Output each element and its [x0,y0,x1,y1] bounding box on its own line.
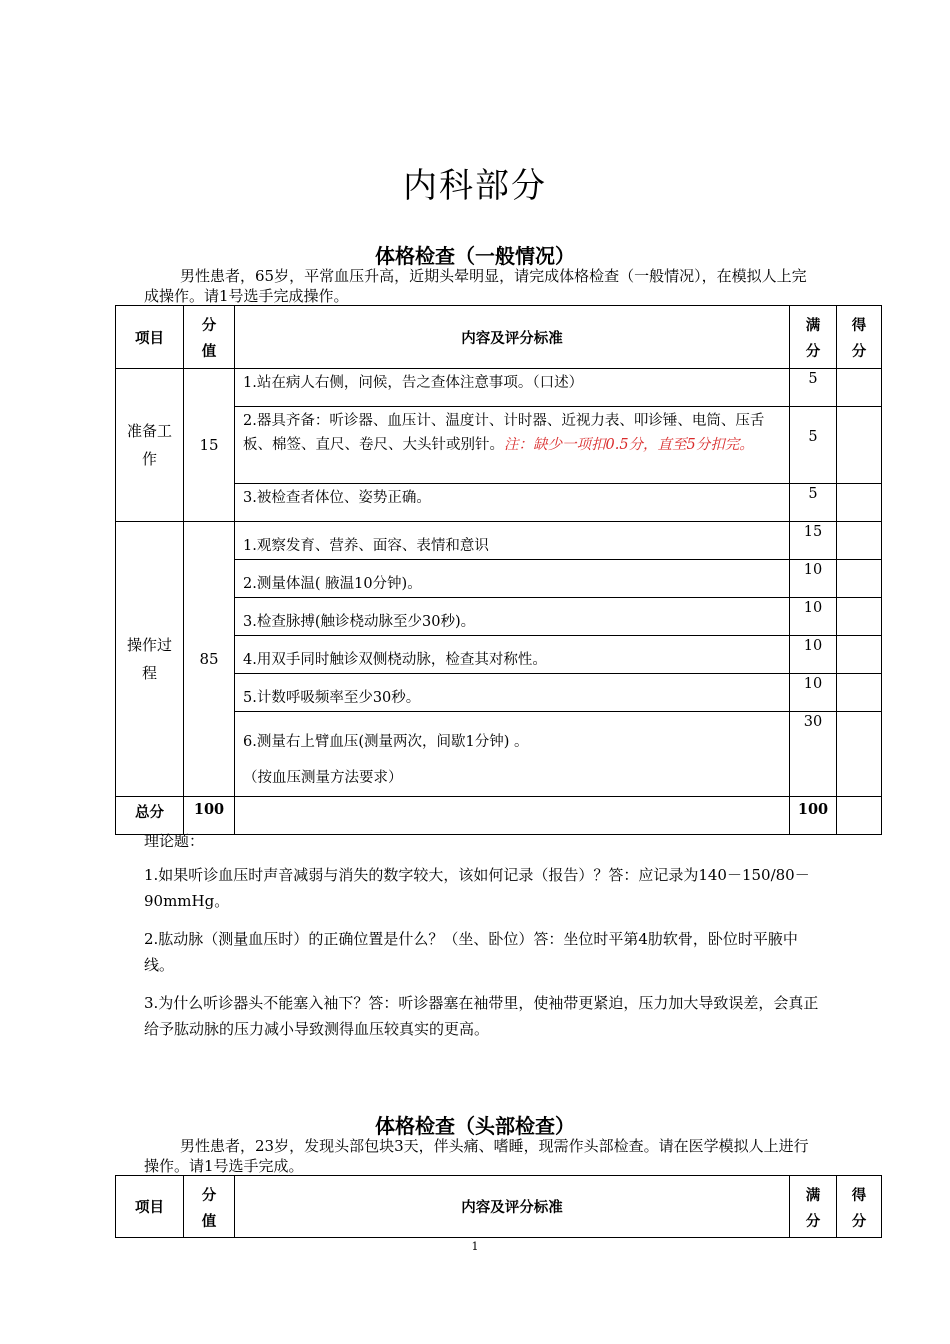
score-cell[interactable] [837,522,882,560]
full-score-value: 5 [790,369,837,407]
page-number: 1 [471,1240,479,1253]
score-table-general [115,305,882,835]
score-cell[interactable] [837,598,882,636]
criteria-text: 3.检查脉搏(触诊桡动脉至少30秒)。 [235,598,790,636]
criteria-text: 1.站在病人右侧，问候，告之查体注意事项。（口述） [235,369,790,407]
section-intro-general: 男性患者，65岁，平常血压升高，近期头晕明显，请完成体格检查（一般情况），在模拟人上完成操作。请1号选手完成操作。 [144,267,807,305]
header-full-score: 满 分 [790,1176,837,1238]
table-row [116,522,882,560]
group-points-operation: 85 [184,522,235,797]
header-content: 内容及评分标准 [235,1176,790,1238]
group-item-prep: 准备工作 [116,369,184,522]
theory-heading: 理论题： [144,832,205,850]
criteria-text: 5.计数呼吸频率至少30秒。 [235,674,790,712]
header-score: 得 分 [837,306,882,369]
table-header-row [116,1176,882,1238]
page-title: 内科部分 [403,166,547,206]
full-score-value: 10 [790,636,837,674]
header-points: 分 值 [184,1176,235,1238]
score-table-head [115,1175,882,1238]
full-score-value: 15 [790,522,837,560]
full-score-value: 5 [790,484,837,522]
total-label: 总分 [116,797,184,835]
header-item: 项目 [116,1176,184,1238]
criteria-text: 6.测量右上臂血压(测量两次，间歇1分钟) 。 （按血压测量方法要求） [235,712,790,797]
score-cell[interactable] [837,484,882,522]
header-content: 内容及评分标准 [235,306,790,369]
theory-question-2: 2.肱动脉（测量血压时）的正确位置是什么？（坐、卧位）答：坐位时平第4肋软骨，卧位时平腋中线。 [144,930,798,974]
group-points-prep: 15 [184,369,235,522]
full-score-value: 10 [790,598,837,636]
header-item: 项目 [116,306,184,369]
score-cell[interactable] [837,560,882,598]
group-item-operation: 操作过程 [116,522,184,797]
score-cell[interactable] [837,407,882,484]
criteria-text: 1.观察发育、营养、面容、表情和意识 [235,522,790,560]
full-score-value: 30 [790,712,837,797]
section-title-general: 体格检查（一般情况） [375,244,575,268]
score-cell[interactable] [837,636,882,674]
criteria-text: 2.器具齐备：听诊器、血压计、温度计、计时器、近视力表、叩诊锤、电筒、压舌板、棉签、直尺、卷尺、大头针或别针。注：缺少一项扣0.5分，直至5分扣完。 [235,407,790,484]
full-score-value: 5 [790,407,837,484]
criteria-text: 2.测量体温( 腋温10分钟)。 [235,560,790,598]
table-header-row [116,306,882,369]
table-row [116,369,882,407]
total-points: 100 [184,797,235,835]
total-score-cell[interactable] [837,797,882,835]
theory-section [144,828,820,1054]
full-score-value: 10 [790,674,837,712]
section-intro-head: 男性患者，23岁，发现头部包块3天，伴头痛、嗜睡，现需作头部检查。请在医学模拟人上进行操作。请1号选手完成。 [144,1137,809,1175]
score-cell[interactable] [837,712,882,797]
theory-question-3: 3.为什么听诊器头不能塞入袖下？答：听诊器塞在袖带里，使袖带更紧迫，压力加大导致误差，会真正给予肱动脉的压力减小导致测得血压较真实的更高。 [144,994,819,1038]
deduction-note: 注：缺少一项扣0.5分，直至5分扣完。 [504,437,754,453]
criteria-text: 4.用双手同时触诊双侧桡动脉，检查其对称性。 [235,636,790,674]
score-cell[interactable] [837,369,882,407]
header-points: 分 值 [184,306,235,369]
criteria-text: 3.被检查者体位、姿势正确。 [235,484,790,522]
total-full-score: 100 [790,797,837,835]
theory-question-1: 1.如果听诊血压时声音减弱与消失的数字较大，该如何记录（报告）？答：应记录为140－150/80－90mmHg。 [144,866,810,910]
header-full-score: 满 分 [790,306,837,369]
header-score: 得 分 [837,1176,882,1238]
section-title-head: 体格检查（头部检查） [375,1114,575,1138]
score-cell[interactable] [837,674,882,712]
full-score-value: 10 [790,560,837,598]
